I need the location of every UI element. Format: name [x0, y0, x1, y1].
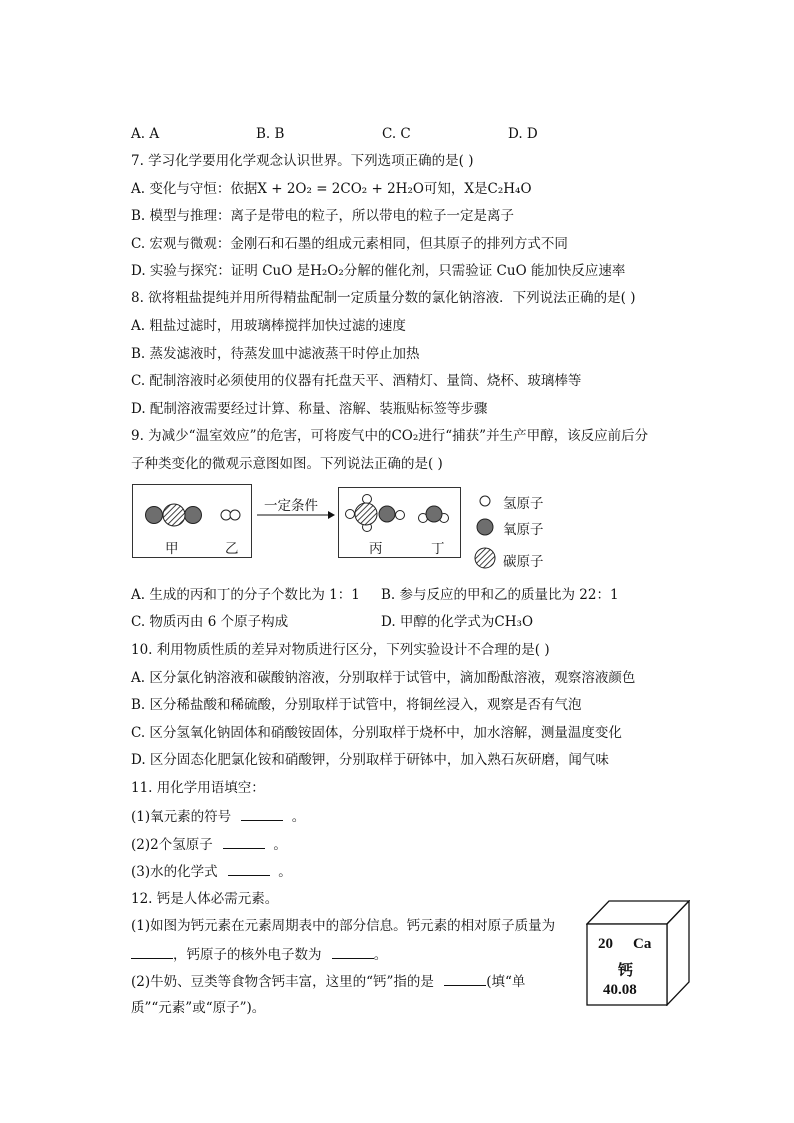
- q12-part2-line2: 质”“元素”或“原子”)。: [131, 1000, 266, 1016]
- q11-stem: 11. 用化学用语填空：: [131, 780, 265, 796]
- q7-option-b: B. 模型与推理：离子是带电的粒子，所以带电的粒子一定是离子: [131, 208, 515, 224]
- q8-option-b: B. 蒸发滤液时，待蒸发皿中滤液蒸干时停止加热: [131, 346, 420, 362]
- label-yi: 乙: [225, 541, 239, 557]
- q12-part2-line1: [131, 971, 525, 992]
- reaction-arrow-icon: [256, 509, 336, 521]
- q11-part3: [131, 861, 292, 882]
- element-symbol: Ca: [633, 936, 652, 952]
- co2-molecule: [146, 504, 202, 526]
- q9-option-a: A. 生成的丙和丁的分子个数比为 1：1: [131, 587, 360, 603]
- q11-part3-end: 。: [278, 864, 292, 880]
- hydrogen-atom-icon: [480, 496, 490, 506]
- water-molecule: [419, 506, 449, 523]
- q10-option-d: D. 区分固态化肥氯化铵和硝酸钾，分别取样于研钵中，加入熟石灰研磨，闻气味: [131, 752, 609, 768]
- q11-part3-text: (3)水的化学式: [131, 864, 218, 880]
- q8-stem: 8. 欲将粗盐提纯并用所得精盐配制一定质量分数的氯化钠溶液．下列说法正确的是( ): [131, 290, 636, 306]
- q12-part2-text: (2)牛奶、豆类等食物含钙丰富，这里的“钙”指的是: [131, 974, 434, 990]
- q12-blank-electrons: [332, 944, 374, 959]
- q12-part1-line2-text: ，钙原子的核外电子数为: [173, 947, 322, 963]
- q10-stem: 10. 利用物质性质的差异对物质进行区分，下列实验设计不合理的是( ): [131, 642, 550, 658]
- q8-option-c: C. 配制溶液时必须使用的仪器有托盘天平、酒精灯、量筒、烧杯、玻璃棒等: [131, 373, 582, 389]
- q10-option-a: A. 区分氯化钠溶液和碳酸钠溶液，分别取样于试管中，滴加酚酞溶液，观察溶液颜色: [131, 670, 636, 686]
- legend-oxygen: 氧原子: [503, 522, 544, 538]
- q11-part1: [131, 806, 305, 827]
- q12-stem: 12. 钙是人体必需元素。: [131, 891, 279, 907]
- product-box: [338, 487, 461, 558]
- element-mass: 40.08: [603, 982, 637, 998]
- reaction-condition: 一定条件: [264, 498, 318, 514]
- q8-option-d: D. 配制溶液需要经过计算、称量、溶解、装瓶贴标签等步骤: [131, 401, 488, 417]
- q12-part1-end: 。: [373, 947, 388, 963]
- label-jia: 甲: [165, 541, 179, 557]
- q9-option-b: B. 参与反应的甲和乙的质量比为 22：1: [381, 587, 619, 603]
- element-cube-icon: [586, 900, 690, 1006]
- legend-icons: [470, 490, 500, 570]
- h2-molecule: [221, 510, 240, 520]
- carbon-atom-icon: [475, 548, 495, 568]
- label-ding: 丁: [431, 541, 445, 557]
- calcium-element-cell: [586, 900, 690, 1006]
- label-bing: 丙: [369, 541, 383, 557]
- element-number: 20: [598, 936, 613, 952]
- q12-part2-post: (填“单: [486, 974, 526, 990]
- q12-part1-line1: (1)如图为钙元素在元素周期表中的部分信息。钙元素的相对原子质量为: [131, 918, 556, 934]
- q12-part1-line2: [131, 944, 387, 965]
- q12-blank-mass: [131, 944, 173, 959]
- q11-part2-text: (2)2个氢原子: [131, 837, 213, 853]
- reactant-box: [132, 484, 252, 558]
- q11-part1-text: (1)氧元素的符号: [131, 809, 232, 825]
- q6-option-c: C. C: [382, 126, 411, 142]
- q8-option-a: A. 粗盐过滤时，用玻璃棒搅拌加快过滤的速度: [131, 318, 406, 334]
- q11-blank-2: [223, 834, 265, 849]
- legend-carbon: 碳原子: [503, 554, 544, 570]
- q9-option-d: D. 甲醇的化学式为CH₃O: [381, 614, 534, 630]
- q11-part1-end: 。: [291, 809, 306, 825]
- q6-option-b: B. B: [256, 126, 285, 142]
- q7-option-c: C. 宏观与微观：金刚石和石墨的组成元素相同，但其原子的排列方式不同: [131, 236, 568, 252]
- q7-stem: 7. 学习化学要用化学观念认识世界。下列选项正确的是( ): [131, 153, 474, 169]
- legend-hydrogen: 氢原子: [503, 496, 544, 512]
- oxygen-atom-icon: [477, 519, 493, 535]
- q10-option-c: C. 区分氢氧化钠固体和硝酸铵固体，分别取样于烧杯中，加水溶解，测量温度变化: [131, 725, 622, 741]
- q11-blank-1: [241, 806, 283, 821]
- q9-stem-line2: 子种类变化的微观示意图如图。下列说法正确的是( ): [131, 456, 443, 472]
- q6-options: [131, 124, 551, 144]
- q7-option-a: A. 变化与守恒：依据X + 2O₂ = 2CO₂ + 2H₂O可知，X是C₂H₄O: [131, 181, 532, 197]
- q11-part2-end: 。: [273, 837, 287, 853]
- q10-option-b: B. 区分稀盐酸和稀硫酸，分别取样于试管中，将铜丝浸入，观察是否有气泡: [131, 697, 582, 713]
- q12-blank-calcium: [444, 971, 486, 986]
- element-name: 钙: [618, 961, 634, 979]
- q9-stem-line1: 9. 为减少“温室效应”的危害，可将废气中的CO₂进行“捕获”并生产甲醇，该反应前后分: [131, 428, 649, 444]
- q11-blank-3: [228, 861, 270, 876]
- q6-option-d: D. D: [508, 126, 538, 142]
- q9-option-c: C. 物质丙由 6 个原子构成: [131, 614, 289, 630]
- q11-part2: [131, 834, 287, 855]
- q7-option-d: D. 实验与探究：证明 CuO 是H₂O₂分解的催化剂，只需验证 CuO 能加快反应速率: [131, 263, 626, 279]
- methanol-molecule: [346, 495, 405, 532]
- q6-option-a: A. A: [131, 126, 160, 142]
